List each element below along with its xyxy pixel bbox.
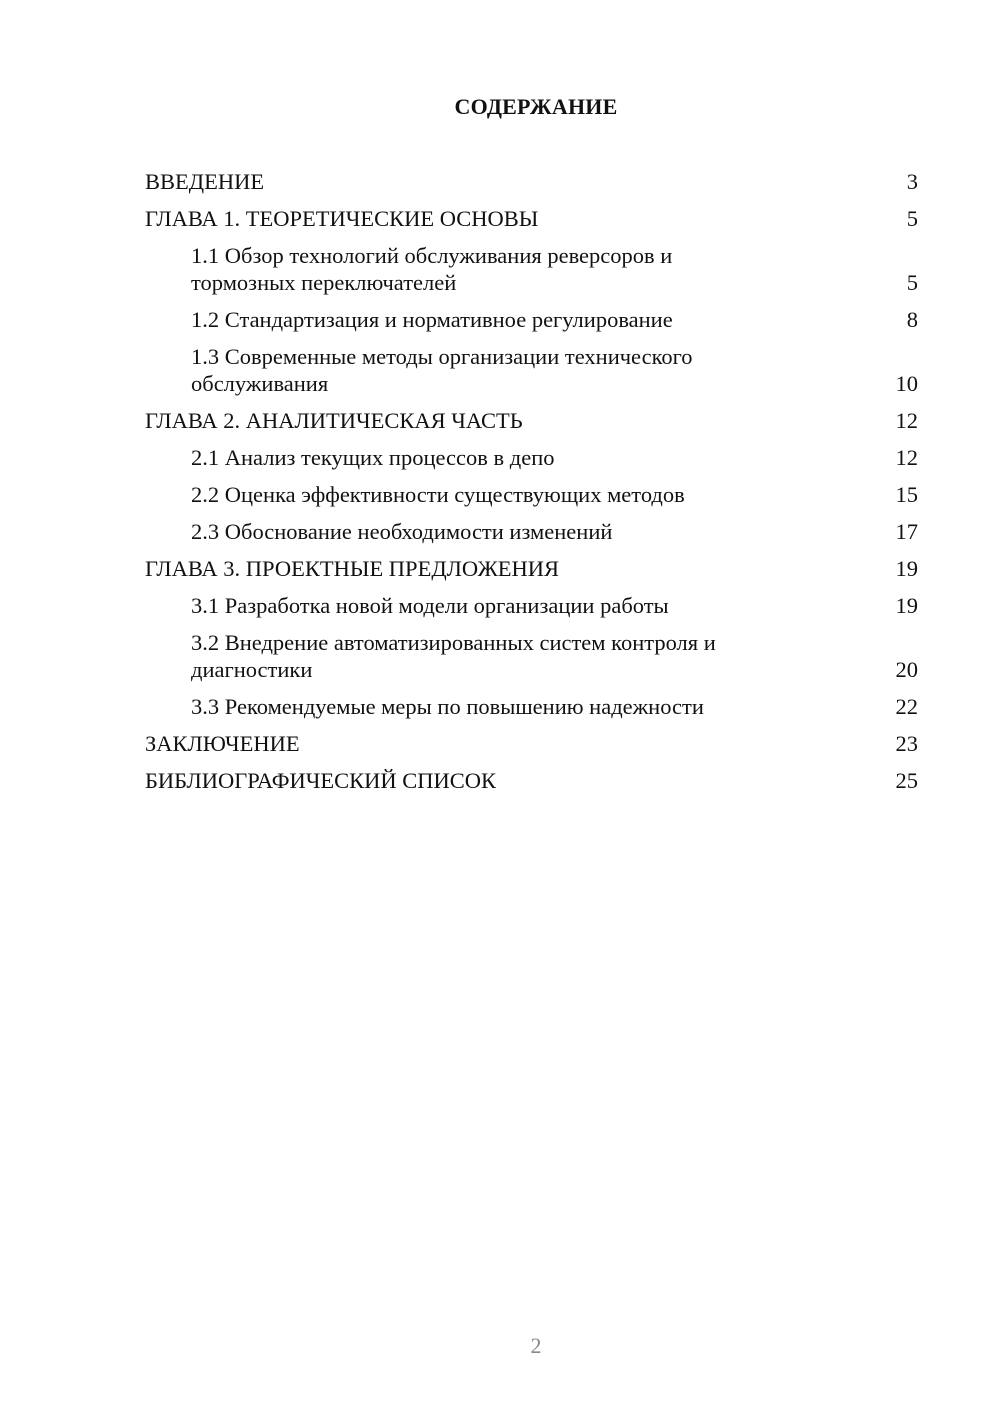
toc-entry-label: ЗАКЛЮЧЕНИЕ [145,731,300,756]
toc-entry-section-2-1 [145,444,918,471]
toc-entry-conclusion [145,730,918,757]
toc-entry-page: 20 [895,657,918,682]
toc-entry-section-2-2 [145,481,918,508]
toc-entry-introduction [145,168,918,195]
toc-entry-section-1-1 [145,242,918,296]
toc-entry-page: 23 [895,731,918,756]
toc-entry-label: 1.3 Современные методы организации технического обслуживания [191,344,693,396]
toc-entry-page: 15 [895,482,918,507]
toc-entry-page: 5 [906,270,918,295]
toc-entry-section-1-2 [145,306,918,333]
toc-entry-label: БИБЛИОГРАФИЧЕСКИЙ СПИСОК [145,768,497,793]
toc-entry-page: 3 [906,169,918,194]
toc-entry-label: 2.3 Обоснование необходимости изменений [191,519,613,544]
toc-entry-bibliography [145,767,918,794]
toc-entry-page: 17 [895,519,918,544]
toc-entry-page: 22 [895,694,918,719]
toc-entry-section-3-2 [145,629,918,683]
page-number: 2 [530,1333,542,1358]
toc-entry-section-2-3 [145,518,918,545]
table-of-contents [145,168,918,804]
toc-entry-label: 3.3 Рекомендуемые меры по повышению надежности [191,694,704,719]
toc-entry-page: 25 [895,768,918,793]
toc-entry-label: ГЛАВА 1. ТЕОРЕТИЧЕСКИЕ ОСНОВЫ [145,206,539,231]
toc-entry-page: 19 [895,556,918,581]
toc-entry-label: 3.1 Разработка новой модели организации работы [191,593,669,618]
toc-entry-page: 19 [895,593,918,618]
toc-entry-page: 8 [906,307,918,332]
toc-entry-label: 1.2 Стандартизация и нормативное регулирование [191,307,673,332]
toc-entry-page: 12 [895,408,918,433]
toc-entry-chapter-1 [145,205,918,232]
toc-entry-page: 10 [895,371,918,396]
toc-entry-label: ГЛАВА 3. ПРОЕКТНЫЕ ПРЕДЛОЖЕНИЯ [145,556,560,581]
toc-entry-page: 5 [906,206,918,231]
toc-entry-section-3-3 [145,693,918,720]
toc-entry-label: 2.2 Оценка эффективности существующих методов [191,482,685,507]
toc-entry-label: ВВЕДЕНИЕ [145,169,265,194]
toc-entry-section-1-3 [145,343,918,397]
toc-entry-label: 2.1 Анализ текущих процессов в депо [191,445,555,470]
toc-entry-chapter-2 [145,407,918,434]
toc-entry-label: 1.1 Обзор технологий обслуживания реверсоров и тормозных переключателей [191,243,673,295]
toc-entry-chapter-3 [145,555,918,582]
toc-entry-page: 12 [895,445,918,470]
toc-title: СОДЕРЖАНИЕ [454,94,618,119]
toc-entry-section-3-1 [145,592,918,619]
toc-entry-label: ГЛАВА 2. АНАЛИТИЧЕСКАЯ ЧАСТЬ [145,408,523,433]
toc-entry-label: 3.2 Внедрение автоматизированных систем контроля и диагностики [191,630,716,682]
